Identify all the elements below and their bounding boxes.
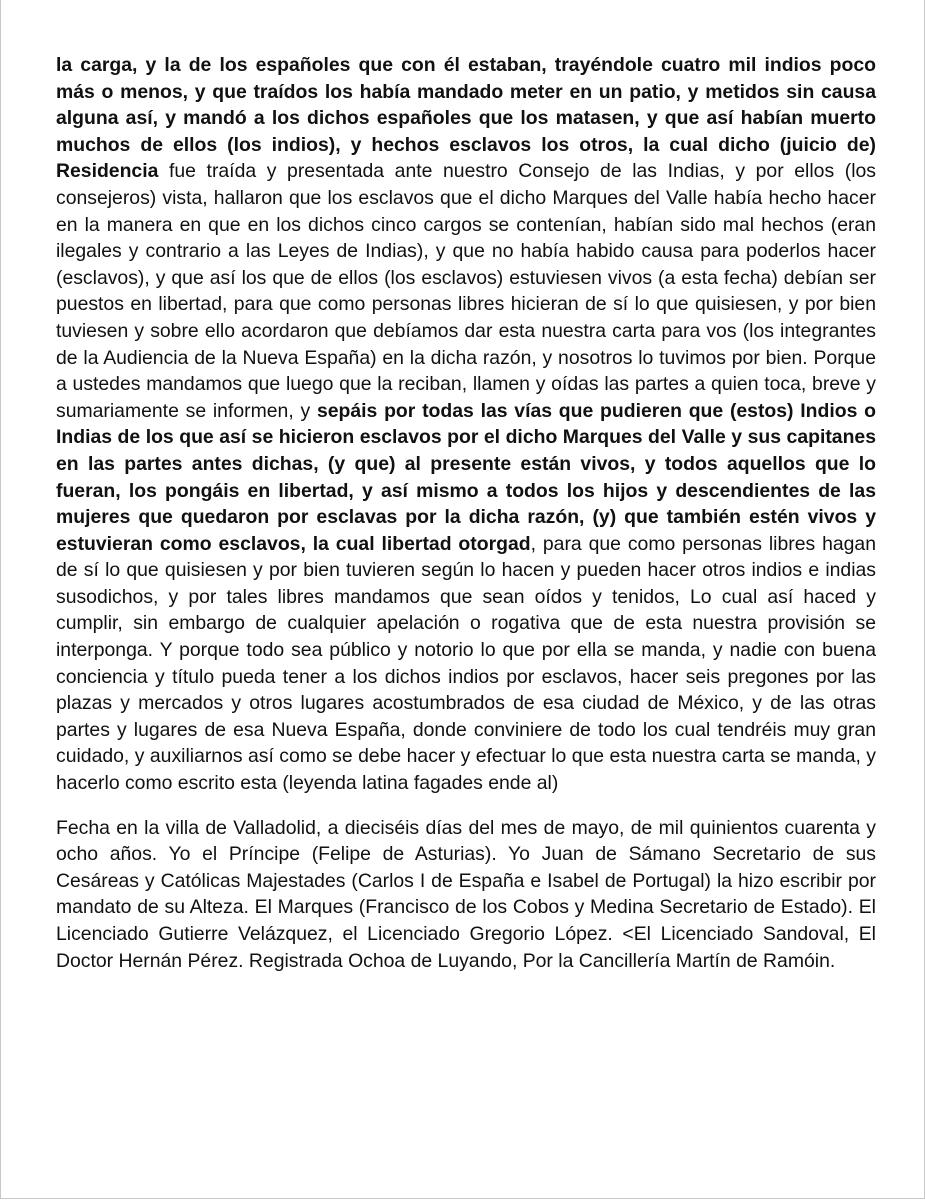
bold-text-residencia: la carga, y la de los españoles que con él estaban, trayéndole cuatro mil indios poco más o menos, y que traídos los había mandado meter en un patio, y metidos sin causa alguna así, y mandó a los dichos españoles que los matasen, y que así habían muerto muchos de ellos (los indios), y hechos esclavos los otros, la cual dicho (juicio de) Residencia bbox=[56, 54, 876, 183]
body-text-pregones: , para que como personas libres hagan de sí lo que quisiesen y por bien tuvieren según lo hacen y pueden hacer otros indios e indias susodichos, y por tales libres mandamos que sean oídos y tenidos, Lo cual así haced y cumplir, sin embargo de cualquier apelación o rogativa que de esta nuestra provisión se interponga. Y porque todo sea público y notorio lo que por ella se manda, y nadie con buena conciencia y título pueda tener a los dichos indios por esclavos, hacer seis pregones por las plazas y mercados y otros lugares acostumbrados de esa ciudad de México, y de las otras partes y lugares de esa Nueva España, donde conviniere de todo los cual tendréis muy gran cuidado, y auxiliarnos así como se debe hacer y efectuar lo que esta nuestra carta se manda, y hacerlo como escrito esta (leyenda latina fagades ende al) bbox=[56, 532, 876, 795]
body-text-consejo: fue traída y presentada ante nuestro Consejo de las Indias, y por ellos (los consejeros) vista, hallaron que los esclavos que el dicho Marques del Valle había hecho hacer en la manera en que en los dichos cinco cargos se contenían, habían sido mal hechos (eran ilegales y contrario a las Leyes de Indias), y que no había habido causa para poderlos hacer (esclavos), y que así los que de ellos (los esclavos) estuviesen vivos (a esta fecha) debían ser puestos en libertad, para que como personas libres hicieran de sí lo que quisiesen, y por bien tuviesen y sobre ello acordaron que debíamos dar esta nuestra carta para vos (los integrantes de la Audiencia de la Nueva España) en la dicha razón, y nosotros lo tuvimos por bien. Porque a ustedes mandamos que luego que la reciban, llamen y oídas las partes a quien toca, breve y sumariamente se informen, y bbox=[56, 160, 876, 422]
bold-text-libertad: sepáis por todas las vías que pudieren que (estos) Indios o Indias de los que así se hicieron esclavos por el dicho Marques del Valle y sus capitanes en las partes antes dichas, (y que) al presente están vivos, y todos aquellos que lo fueran, los pongáis en libertad, y así mismo a todos los hijos y descendientes de las mujeres que quedaron por esclavas por la dicha razón, (y) que también estén vivos y estuvieran como esclavos, la cual libertad otorgad bbox=[56, 399, 876, 555]
paragraph-fecha-firmas: Fecha en la villa de Valladolid, a dieciséis días del mes de mayo, de mil quinientos cuarenta y ocho años. Yo el Príncipe (Felipe de Asturias). Yo Juan de Sámano Secretario de sus Cesáreas y Católicas Majestades (Carlos I de España e Isabel de Portugal) la hizo escribir por mandato de su Alteza. El Marques (Francisco de los Cobos y Medina Secretario de Estado). El Licenciado Gutierre Velázquez, el Licenciado Gregorio López. <El Licenciado Sandoval, El Doctor Hernán Pérez. Registrada Ochoa de Luyando, Por la Cancillería Martín de Ramóin. bbox=[56, 816, 876, 972]
document-body bbox=[56, 52, 876, 974]
paragraph-provision bbox=[56, 52, 876, 797]
